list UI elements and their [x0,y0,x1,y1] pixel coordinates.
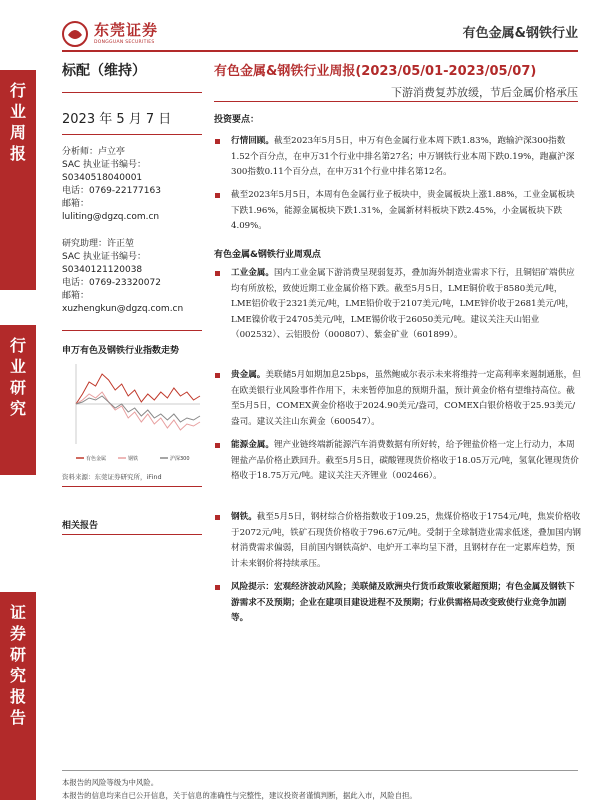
bullet-text: 锂产业链终端新能源汽车消费数据有所好转，给予锂盐价格一定上行动力，本周锂盐产品价格止跌回升。截至5月5日，碳酸锂现货价格收于18.05万元/吨，氢氧化锂现货价格收于18.75万元/吨。建议关注天齐锂业（002466）。 [231,440,579,481]
bullet-text: 美联储5月如期加息25bps，虽然鲍威尔表示未来将维持一定高利率来遏制通胀，但在欧美银行业风险事件作用下，未来暂停加息的预期升温，预计黄金价格有望维持高位。截至5月5日，COMEX黄金价格收于2024.90美元/盎司，COMEX白银价格收于25.93美元/盎司。建议关注山东黄金（600547）。 [231,370,581,427]
sidebar-char: 证 [9,603,26,622]
sidebar-char: 业 [9,357,26,376]
assistant-phone: 电话：0769-23320072 [62,278,161,288]
bullet-heading: 风险提示： [231,582,274,592]
report-title: 有色金属&钢铁行业周报(2023/05/01-2023/05/07) [214,64,537,79]
bullet-text: 国内工业金属下游消费呈现弱复苏，叠加海外制造业需求下行，且铜铝矿端供应均有所放松，致使近期工业金属价格下跌。截至5月5日，LME铜价收于8580美元/吨，LME铝价收于2321美元/吨，LME铅价收于2107美元/吨，LME锌价收于2681美元/吨，LME镍价收于24705美元/吨，LME锡价收于26050美元/吨。建议关注天山铝业（002532）、云铝股份（000807）、紫金矿业（601899）。 [231,268,575,340]
related-reports-heading: 相关报告 [62,521,99,531]
chart-series-line [76,396,200,422]
bullet-marker [215,515,220,520]
header-divider [62,50,578,52]
rating: 标配（维持） [62,63,146,79]
footer-divider [62,770,578,771]
analyst-info [62,146,161,224]
assistant-name: 研究助理：许正堃 [62,239,135,249]
sidebar-char: 业 [9,102,26,121]
sidebar-securities-report [0,592,36,800]
bullet-heading: 行情回顾。 [231,136,274,146]
chart-source: 资料来源：东莞证券研究所，iFind [62,473,162,481]
assistant-cert-label: SAC 执业证书编号： [62,252,147,262]
bullet-heading: 钢铁。 [231,512,257,522]
chart-legend-label: 钢铁 [128,456,139,462]
bullet-marker [215,271,220,276]
analyst-name: 分析师：卢立亭 [62,147,126,157]
bullet-marker [215,373,220,378]
bullet-text: 截至5月5日，钢材综合价格指数收于109.25，焦煤价格收于1754元/吨，焦炭价格收于2072元/吨，铁矿石现货价格收于796.67元/吨。受制于全球制造业需求低迷，叠加国内钢材消费需求偏弱，目前国内钢铁高炉、电炉开工率均呈下滑，且钢材存在一定累库趋势，预计未来钢价将持续承压。 [231,512,581,569]
sidebar-research [0,325,36,475]
bullet-text: 截至2023年5月5日，本周有色金属行业子板块中，贵金属板块上涨1.88%，工业金属板块下跌1.96%，能源金属板块下跌1.31%，金属新材料板块下跌2.45%，小金属板块下跌4.09%。 [231,190,575,231]
index-trend-chart [64,358,204,466]
weekly-views-heading: 有色金属&钢铁行业周观点 [214,250,321,260]
analyst-cert-label: SAC 执业证书编号： [62,160,147,170]
sidebar-char: 究 [9,399,26,418]
company-logo [62,16,158,52]
report-date: 2023 年 5 月 7 日 [62,112,172,127]
bullet-steel [214,510,582,572]
footer-risk-level: 本报告的风险等级为中风险。 [62,778,159,787]
analyst-phone: 电话：0769-22177163 [62,186,161,196]
key-points-heading: 投资要点： [214,115,260,125]
date-divider [62,134,202,135]
sidebar-char: 报 [9,687,26,706]
bullet-heading: 能源金属。 [231,440,274,450]
rating-divider [62,92,202,93]
bullet-marker [215,443,220,448]
related-divider [62,534,202,535]
sidebar-char: 周 [9,123,26,142]
bullet-sub-sectors [214,188,582,235]
sidebar-char: 告 [9,708,26,727]
assistant-info [62,238,183,316]
sidebar-char: 行 [9,81,26,100]
chart-legend-label: 有色金属 [86,456,107,462]
bullet-energy-metals [214,438,582,485]
bullet-risk-warning [214,580,582,627]
sidebar-char: 研 [9,645,26,664]
company-name-en: DONGGUAN SECURITIES [94,39,155,45]
bullet-marker [215,585,220,590]
sidebar-report-type [0,70,36,290]
bullet-precious-metals [214,368,582,430]
analyst-email-label: 邮箱： [62,199,90,209]
sidebar-char: 券 [9,624,26,643]
bullet-text: 截至2023年5月5日，申万有色金属行业本周下跌1.83%，跑输沪深300指数1.52个百分点，在申万31个行业中排名第27名；申万钢铁行业本周下跌0.19%，跑赢沪深300指数0.11个百分点，在申万31个行业中排名第12名。 [231,136,575,177]
company-name: 东莞证券 [94,20,159,39]
bullet-industrial-metals [214,266,582,344]
assistant-email[interactable]: xuzhengkun@dgzq.com.cn [62,304,184,314]
bullet-heading: 贵金属。 [231,370,266,380]
chart-title: 申万有色及钢铁行业指数走势 [62,346,180,356]
sidebar-char: 报 [9,144,26,163]
analyst-email[interactable]: luliting@dgzq.com.cn [62,212,160,222]
bullet-heading: 工业金属。 [231,268,274,278]
sidebar-char: 研 [9,378,26,397]
chart-series-line [76,392,200,430]
bullet-marker [215,139,220,144]
assistant-email-label: 邮箱： [62,291,90,301]
bullet-market-review [214,134,582,181]
company-logo-icon [62,21,88,47]
report-subtitle: 下游消费复苏放缓，节后金属价格承压 [391,86,578,99]
bullet-text: 宏观经济波动风险；美联储及欧洲央行货币政策收紧超预期；有色金属及钢铁下游需求不及预期；企业在建项目建设进程不及预期；行业供需格局改变致使行业竞争加剧等。 [231,582,575,623]
sidebar-char: 究 [9,666,26,685]
analyst-cert: S0340518040001 [62,173,143,183]
title-divider [214,101,578,102]
industry-label: 有色金属&钢铁行业 [462,26,578,41]
bullet-marker [215,193,220,198]
chart-legend-label: 沪深300 [170,456,190,462]
source-divider [62,486,202,487]
footer-disclaimer: 本报告的信息均来自已公开信息，关于信息的准确性与完整性，建议投资者谨慎判断，据此入市，风险自担。 [62,791,417,800]
chart-divider [62,330,202,331]
assistant-cert: S0340121120038 [62,265,143,275]
sidebar-char: 行 [9,336,26,355]
